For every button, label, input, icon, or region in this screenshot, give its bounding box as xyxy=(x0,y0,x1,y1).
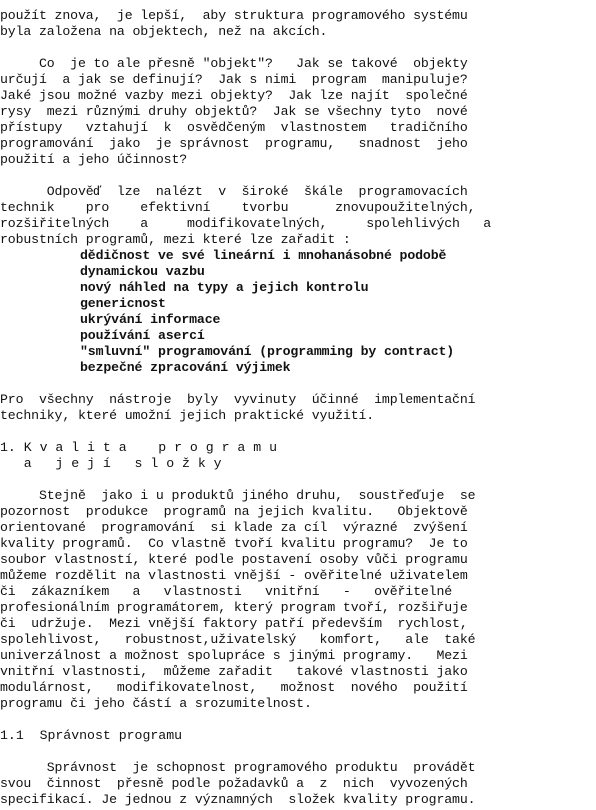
section-heading: a j e j í s l o ž k y xyxy=(0,456,222,471)
section-heading: 1. K v a l i t a p r o g r a m u xyxy=(0,440,277,455)
paragraph-line: Správnost je schopnost programového produktu provádět xyxy=(0,760,476,775)
feature-list-item: bezpečné zpracování výjimek xyxy=(80,360,291,375)
paragraph-line: robustních programů, mezi které lze zařadit : xyxy=(0,232,351,247)
paragraph-line: profesionálním programátorem, který program tvoří, rozšiřuje xyxy=(0,600,468,615)
subsection-heading: 1.1 Správnost programu xyxy=(0,728,183,743)
paragraph-line: rozšiřitelných a modifikovatelných, spolehlivých a xyxy=(0,216,492,231)
paragraph-line: specifikací. Je jednou z významných složek kvality programu. xyxy=(0,792,476,807)
paragraph-line: orientované programování si klade za cíl výrazné zvýšení xyxy=(0,520,468,535)
paragraph-line: Odpověď lze nalézt v široké škále programovacích xyxy=(0,184,468,199)
paragraph-line: přístupy vztahují k osvědčeným vlastnostem tradičního xyxy=(0,120,468,135)
paragraph-line: modulárnost, modifikovatelnost, možnost nového použití xyxy=(0,680,468,695)
paragraph-line: kvality programů. Co vlastně tvoří kvalitu programu? Je to xyxy=(0,536,468,551)
paragraph-line: Stejně jako i u produktů jiného druhu, soustřeďuje se xyxy=(0,488,476,503)
paragraph-line: použití a jeho účinnost? xyxy=(0,152,188,167)
paragraph-line: univerzálnost a možnost spolupráce s jinými programy. Mezi xyxy=(0,648,468,663)
feature-list-item: genericnost xyxy=(80,296,166,311)
feature-list-item: "smluvní" programování (programming by contract) xyxy=(80,344,455,359)
paragraph-line: technik pro efektivní tvorbu znovupoužitelných, xyxy=(0,200,476,215)
paragraph-line: programování jako je správnost programu, snadnost jeho xyxy=(0,136,468,151)
intro-line: použít znova, je lepší, aby struktura programového systému xyxy=(0,8,468,23)
paragraph-line: rysy mezi různými druhy objektů? Jak se všechny tyto nové xyxy=(0,104,468,119)
paragraph-line: můžeme rozdělit na vlastnosti vnější - ověřitelné uživatelem xyxy=(0,568,468,583)
paragraph-line: svou činnost přesně podle požadavků a z nich vyvozených xyxy=(0,776,468,791)
feature-list-item: používání asercí xyxy=(80,328,205,343)
paragraph-line: spolehlivost, robustnost,uživatelský komfort, ale také xyxy=(0,632,476,647)
paragraph-line: určují a jak se definují? Jak s nimi program manipuluje? xyxy=(0,72,468,87)
paragraph-line: Pro všechny nástroje byly vyvinuty účinné implementační xyxy=(0,392,476,407)
paragraph-line: programu či jeho částí a srozumitelnost. xyxy=(0,696,312,711)
paragraph-line: pozornost produkce programů na jejich kvalitu. Objektově xyxy=(0,504,468,519)
intro-line: byla založena na objektech, než na akcích. xyxy=(0,24,328,39)
paragraph-line: techniky, které umožní jejich praktické využití. xyxy=(0,408,375,423)
paragraph-line: či udržuje. Mezi vnější faktory patří především rychlost, xyxy=(0,616,468,631)
feature-list-item: nový náhled na typy a jejich kontrolu xyxy=(80,280,369,295)
paragraph-line: či zákazníkem a vlastnosti vnitřní - ověřitelné xyxy=(0,584,453,599)
paragraph-line: Jaké jsou možné vazby mezi objekty? Jak lze najít společné xyxy=(0,88,468,103)
paragraph-line: soubor vlastností, které podle postavení osoby vůči programu xyxy=(0,552,468,567)
feature-list-item: ukrývání informace xyxy=(80,312,221,327)
feature-list-item: dynamickou vazbu xyxy=(80,264,205,279)
paragraph-line: Co je to ale přesně "objekt"? Jak se takové objekty xyxy=(0,56,468,71)
feature-list-item: dědičnost ve své lineární i mnohanásobné podobě xyxy=(80,248,447,263)
paragraph-line: vnitřní vlastnosti, můžeme zařadit takové vlastnosti jako xyxy=(0,664,468,679)
